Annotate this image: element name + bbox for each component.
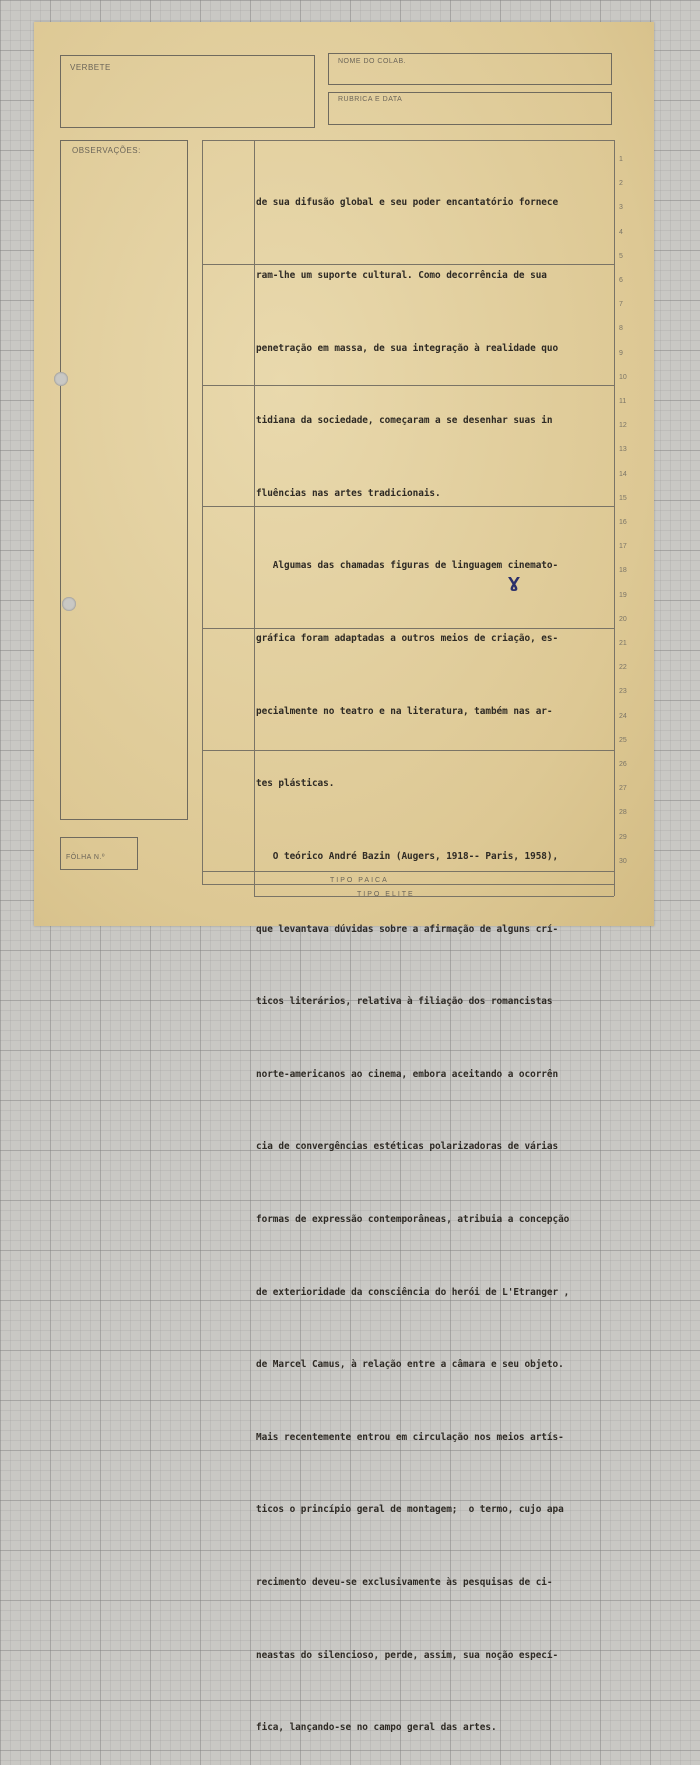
line-number: 29	[619, 833, 627, 841]
text-line: penetração em massa, de sua integração à realidade quo	[256, 342, 559, 354]
grid-left-edge	[202, 140, 203, 884]
grid-right-edge	[614, 140, 615, 896]
line-number: 1	[619, 156, 623, 163]
line-number: 30	[619, 857, 627, 865]
text-line: ticos o princípio geral de montagem; o termo, cujo apa	[256, 1504, 564, 1516]
tipo-elite-label: TIPO ELITE	[357, 891, 415, 898]
rubrica-label: RUBRICA E DATA	[338, 96, 403, 103]
punch-hole-lower	[62, 597, 76, 611]
observacoes-label: OBSERVAÇÕES:	[72, 146, 141, 155]
line-number: 19	[619, 591, 627, 599]
line-number: 5	[619, 252, 623, 260]
text-line: Mais recentemente entrou em circulação nos meios artís-	[256, 1431, 564, 1443]
line-number: 16	[619, 519, 627, 526]
line-number: 8	[619, 325, 623, 333]
tipo-paica-label: TIPO PAICA	[330, 877, 389, 884]
text-line: gráfica foram adaptadas a outros meios de criação, es-	[256, 633, 559, 645]
line-number: 17	[619, 543, 627, 551]
line-number: 2	[619, 180, 623, 188]
line-number: 4	[619, 228, 623, 236]
text-line: ticos literários, relativa à filiação dos romancistas	[256, 996, 553, 1008]
text-line: de Marcel Camus, à relação entre a câmara e seu objeto.	[256, 1359, 564, 1371]
verbete-label: VERBETE	[70, 63, 111, 72]
text-line: recimento deveu-se exclusivamente às pesquisas de ci-	[256, 1576, 553, 1588]
line-number: 23	[619, 688, 627, 696]
line-number: 21	[619, 640, 627, 647]
grid-top	[202, 140, 614, 141]
line-number: 27	[619, 785, 627, 793]
text-line: neastas do silencioso, perde, assim, sua noção especí-	[256, 1649, 559, 1661]
text-line: ram-lhe um suporte cultural. Como decorrência de sua	[256, 270, 547, 282]
line-number: 15	[619, 494, 627, 502]
text-line: formas de expressão contemporâneas, atribuia a concepção	[256, 1213, 570, 1225]
punch-hole-upper	[54, 372, 68, 386]
line-number: 14	[619, 470, 627, 478]
line-number: 9	[619, 349, 623, 357]
text-line: pecialmente no teatro e na literatura, também nas ar-	[256, 705, 553, 717]
line-number: 28	[619, 809, 627, 817]
line-number: 22	[619, 664, 627, 672]
line-number: 26	[619, 761, 627, 768]
text-line: cia de convergências estéticas polarizadoras de várias	[256, 1141, 559, 1153]
line-number: 10	[619, 373, 627, 381]
line-number: 6	[619, 277, 623, 284]
text-line: tes plásticas.	[256, 778, 335, 790]
text-line: Algumas das chamadas figuras de linguagem cinemato-	[256, 560, 559, 572]
text-line: fica, lançando-se no campo geral das artes.	[256, 1722, 497, 1734]
line-number: 3	[619, 204, 623, 212]
line-number: 11	[619, 398, 627, 405]
text-line: de sua difusão global e seu poder encantatório fornece	[256, 197, 559, 209]
text-line: O teórico André Bazin (Augers, 1918-- Paris, 1958),	[256, 850, 559, 862]
line-number: 24	[619, 712, 627, 720]
observacoes-box	[60, 140, 188, 820]
folha-label: FÔLHA N.º	[66, 854, 105, 861]
line-number: 20	[619, 615, 627, 623]
text-line: de exterioridade da consciência do herói de L'Etranger ,	[256, 1286, 570, 1298]
text-line: norte-americanos ao cinema, embora aceitando a ocorrên	[256, 1068, 559, 1080]
text-line: tidiana da sociedade, começaram a se desenhar suas in	[256, 415, 553, 427]
typed-text-block	[256, 143, 569, 1765]
line-number: 25	[619, 736, 627, 744]
text-line: fluências nas artes tradicionais.	[256, 487, 441, 499]
line-number: 12	[619, 422, 627, 430]
line-number: 7	[619, 301, 623, 309]
line-number: 18	[619, 567, 627, 575]
nome-colab-label: NOME DO COLAB.	[338, 58, 407, 65]
grid-inner-margin	[254, 140, 255, 896]
handwritten-check-mark: Ɣ	[508, 574, 520, 592]
text-line: que levantava dúvidas sobre a afirmação de alguns crí-	[256, 923, 559, 935]
line-number: 13	[619, 446, 627, 454]
